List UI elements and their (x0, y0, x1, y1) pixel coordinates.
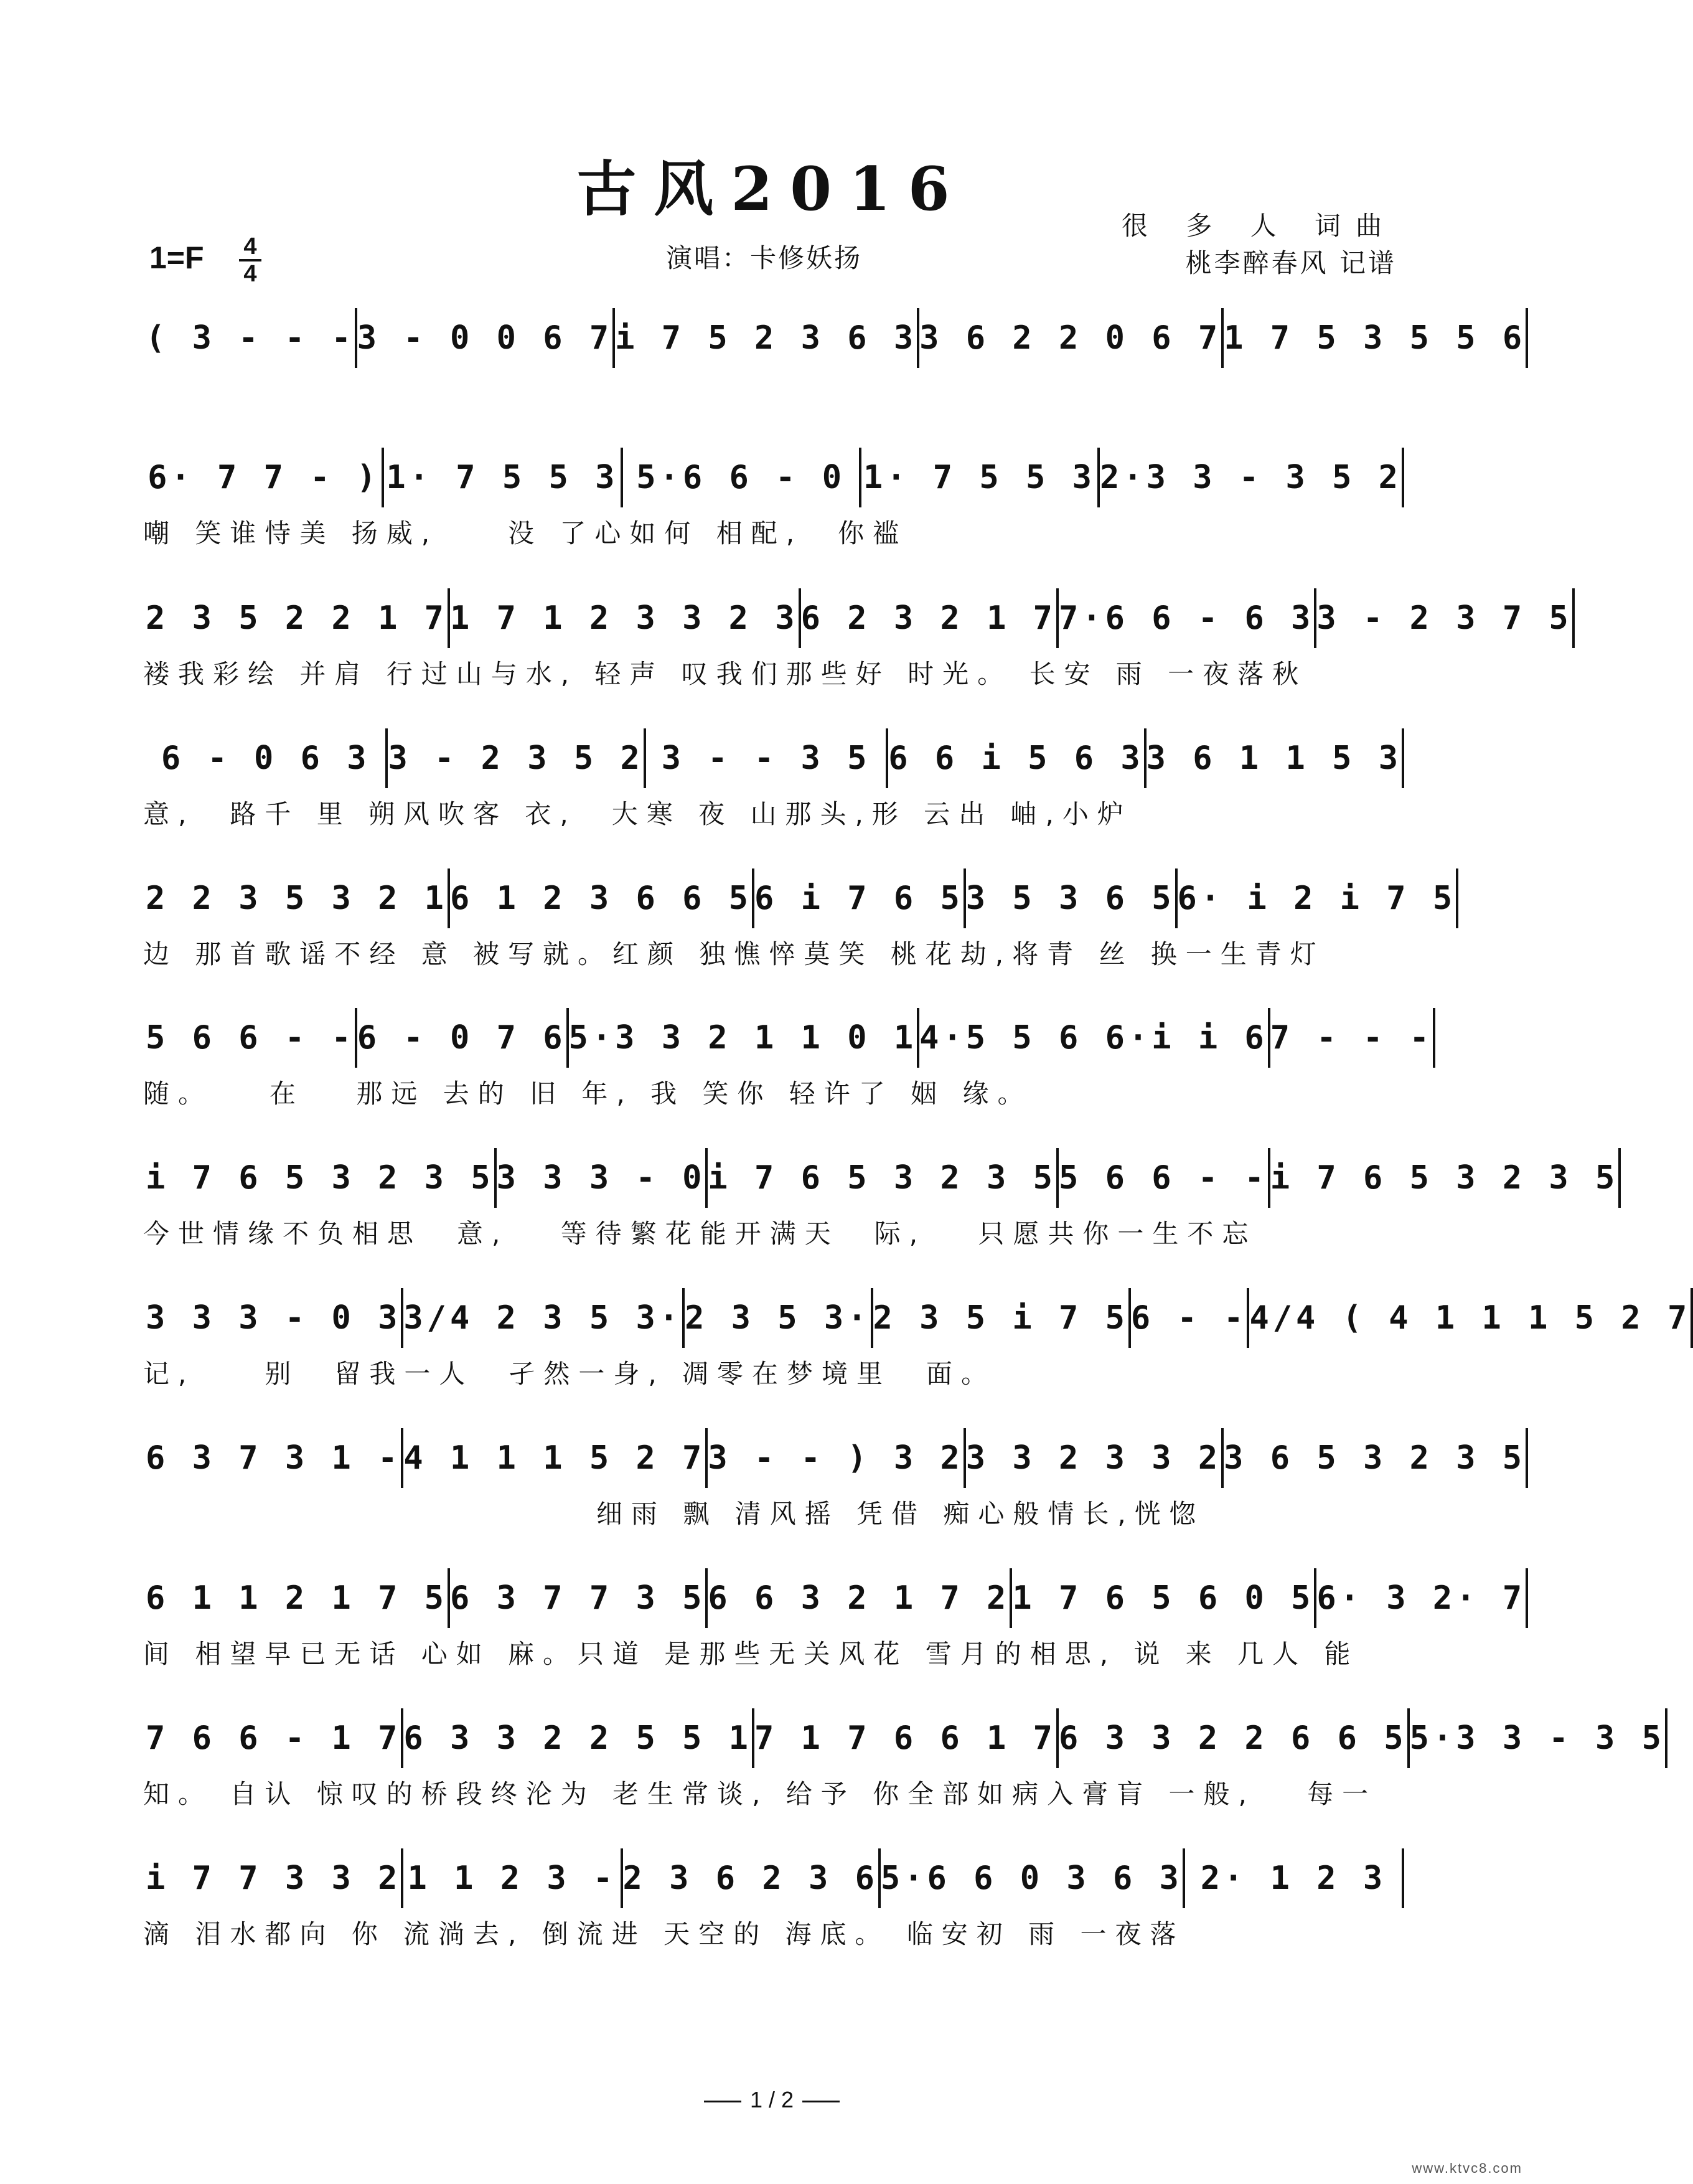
notation-line (143, 1564, 1526, 1632)
watermark: www.ktvc8.com (1412, 2160, 1522, 2176)
measure: 6 3 7 7 3 5 (450, 1579, 706, 1617)
key-signature: 1=F (149, 240, 204, 275)
lyric-line: 嘲 笑谁恃美 扬威, 没 了心如何 相配, 你褴 (143, 518, 908, 548)
measure: 7 - - - (1270, 1019, 1433, 1057)
measure: 3 - 0 0 6 7 (357, 319, 613, 357)
lyric-line: 意, 路千 里 朔风吹客 衣, 大寒 夜 山那头,形 云出 岫,小炉 (143, 799, 1132, 829)
measure: 1 7 6 5 6 0 5 (1012, 1579, 1315, 1617)
measure: 7 6 6 - 1 7 (146, 1720, 401, 1757)
measure: 5·6 6 - 0 (636, 459, 845, 496)
lyric-line: 边 那首歌谣不经 意 被写就。红颜 独憔悴莫笑 桃花劫,将青 丝 换一生青灯 (143, 939, 1325, 969)
measure: 3 5 3 6 5 (965, 880, 1175, 917)
measure: 2 3 5 2 2 1 7 (146, 600, 448, 637)
measure: 6 1 1 2 1 7 5 (146, 1579, 448, 1617)
measure: 3 3 3 - 0 3 (146, 1299, 401, 1337)
measure: 4/4 ( 4 1 1 1 5 2 7 (1249, 1299, 1691, 1337)
barline (1456, 868, 1458, 928)
notation-line (143, 1284, 1691, 1352)
lyric-line: 滴 泪水都向 你 流淌去, 倒流进 天空的 海底。 临安初 雨 一夜落 (143, 1919, 1185, 1949)
time-signature-bottom: 4 (243, 261, 257, 287)
measure: 3 - - 3 5 (661, 740, 871, 777)
measure: 2 2 3 5 3 2 1 (146, 880, 448, 917)
score-system (143, 1424, 1526, 1536)
measure: 3 - - ) 3 2 (708, 1439, 964, 1477)
measure: 1 1 2 3 - (407, 1860, 617, 1897)
barline (1402, 1848, 1404, 1908)
notation-line (143, 443, 1404, 512)
lyric-line: 记, 别 留我一人 孑然一身, 凋零在梦境里 面。 (143, 1358, 997, 1389)
measure: 3 3 2 3 3 2 (965, 1439, 1222, 1477)
measure: i 7 7 3 3 2 (146, 1860, 401, 1897)
notation-line (143, 1004, 1433, 1072)
measure: 6 1 2 3 6 6 5 (450, 880, 752, 917)
notation-line (143, 864, 1456, 933)
measure: 5·3 3 2 1 1 0 1 (568, 1019, 917, 1057)
measure: 1· 7 5 5 3 (863, 459, 1095, 496)
barline (1433, 1008, 1435, 1068)
measure: 6 6 3 2 1 7 2 (708, 1579, 1010, 1617)
measure: 6 3 3 2 2 5 5 1 (403, 1720, 752, 1757)
measure: 6 3 7 3 1 - (146, 1439, 401, 1477)
barline (1402, 728, 1404, 788)
score-system (143, 1284, 1691, 1396)
measure: 3 6 2 2 0 6 7 (919, 319, 1222, 357)
measure: 4 1 1 1 5 2 7 (403, 1439, 706, 1477)
barline (1665, 1708, 1667, 1768)
measure: 3 6 5 3 2 3 5 (1224, 1439, 1526, 1477)
measure: 3 3 3 - 0 (496, 1159, 706, 1197)
measure: 1 7 1 2 3 3 2 3 (450, 600, 799, 637)
transcriber-credit: 桃李醉春风 记谱 (1185, 248, 1397, 278)
measure: 6· 3 2· 7 (1316, 1579, 1526, 1617)
song-title: 古风2016 (576, 154, 967, 224)
score-system (143, 724, 1404, 836)
time-signature-top: 4 (243, 233, 257, 260)
notation-line (143, 1844, 1404, 1913)
time-signature (238, 234, 263, 286)
measure: 6 3 3 2 2 6 6 5 (1058, 1720, 1407, 1757)
barline (1618, 1148, 1621, 1208)
notation-line (143, 304, 1526, 372)
composer-credit: 很 多 人 词曲 (1121, 210, 1397, 241)
measure: 6 - 0 7 6 (357, 1019, 566, 1057)
score-system (143, 1564, 1526, 1676)
measure: 7·6 6 - 6 3 (1058, 600, 1315, 637)
measure: 4·5 5 6 6·i i 6 (919, 1019, 1268, 1057)
barline (1572, 588, 1575, 648)
measure: i 7 6 5 3 2 3 5 (708, 1159, 1056, 1197)
score-system (143, 304, 1526, 416)
notation-line (143, 1424, 1526, 1492)
barline (1691, 1288, 1693, 1348)
barline (1526, 1568, 1528, 1628)
measure: 2 3 6 2 3 6 (622, 1860, 878, 1897)
measure: 5 6 6 - - (1058, 1159, 1268, 1197)
score-system (143, 584, 1572, 696)
barline (1526, 1428, 1528, 1488)
measure: 6· i 2 i 7 5 (1177, 880, 1456, 917)
measure: 2 3 5 3· (685, 1299, 871, 1337)
barline (1402, 448, 1404, 507)
measure: 1· 7 5 5 3 (386, 459, 619, 496)
measure: 5 6 6 - - (146, 1019, 355, 1057)
measure: 6 - 0 6 3 (161, 740, 370, 777)
measure: ( 3 - - - (146, 319, 355, 357)
score-system (143, 1704, 1665, 1816)
measure: 7 1 7 6 6 1 7 (754, 1720, 1056, 1757)
measure: 6 6 i 5 6 3 (888, 740, 1144, 777)
measure: 6 - - (1130, 1299, 1247, 1337)
measure: 5·6 6 0 3 6 3 (880, 1860, 1183, 1897)
measure: i 7 5 2 3 6 3 (615, 319, 917, 357)
score-system (143, 1844, 1404, 1956)
measure: 1 7 5 3 5 5 6 (1224, 319, 1526, 357)
measure: 3 - 2 3 5 2 (388, 740, 644, 777)
measure: 6 2 3 2 1 7 (800, 600, 1056, 637)
barline (1526, 308, 1528, 368)
lyric-line: 知。 自认 惊叹的桥段终沦为 老生常谈, 给予 你全部如病入膏肓 一般, 每一 (143, 1779, 1377, 1809)
lyric-line: 细雨 飘 清风摇 凭借 痴心般情长,恍惚 (143, 1499, 1204, 1529)
score-system (143, 864, 1456, 976)
lyric-line (143, 372, 1404, 416)
lyric-line: 间 相望早已无话 心如 麻。只道 是那些无关风花 雪月的相思, 说 来 几人 能 (143, 1639, 1359, 1669)
measure: 3 - 2 3 7 5 (1316, 600, 1572, 637)
score-system (143, 1004, 1433, 1116)
score-system (143, 1144, 1619, 1256)
score-system (143, 443, 1404, 555)
measure: 6 i 7 6 5 (754, 880, 964, 917)
measure: i 7 6 5 3 2 3 5 (146, 1159, 494, 1197)
measure: 3/4 2 3 5 3· (403, 1299, 683, 1337)
measure: 2 3 5 i 7 5 (873, 1299, 1128, 1337)
singer-credit: 演唱：卡修妖扬 (666, 243, 863, 273)
notation-line (143, 1704, 1665, 1772)
notation-line (143, 1144, 1619, 1212)
notation-line (143, 584, 1572, 652)
measure: 6· 7 7 - ) (148, 459, 380, 496)
lyric-line: 今世情缘不负相思 意, 等待繁花能开满天 际, 只愿共你一生不忘 (143, 1218, 1257, 1249)
measure: 2·3 3 - 3 5 2 (1100, 459, 1402, 496)
measure: 5·3 3 - 3 5 (1409, 1720, 1665, 1757)
measure: 3 6 1 1 5 3 (1146, 740, 1402, 777)
page-number: 1 / 2 (0, 2087, 1544, 2113)
lyric-line: 随。 在 那远 去的 旧 年, 我 笑你 轻许了 姻 缘。 (143, 1078, 1033, 1109)
measure: i 7 6 5 3 2 3 5 (1270, 1159, 1619, 1197)
lyric-line: 褛我彩绘 并肩 行过山与水, 轻声 叹我们那些好 时光。 长安 雨 一夜落秋 (143, 659, 1308, 689)
notation-line (143, 724, 1404, 793)
measure: 2· 1 2 3 (1200, 1860, 1387, 1897)
